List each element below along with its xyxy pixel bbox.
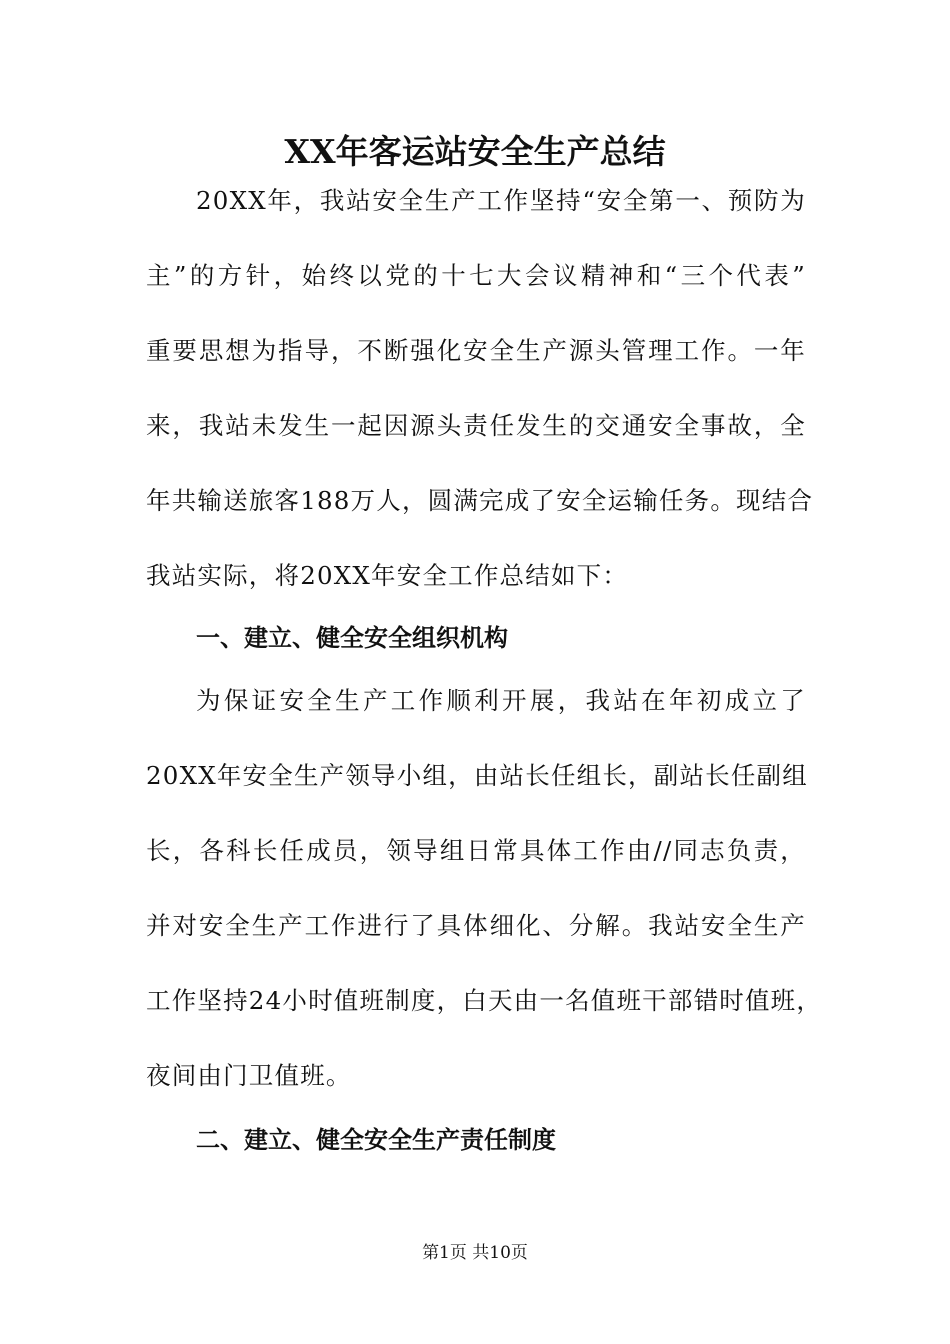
section-heading-1: 一、建立、健全安全组织机构 (196, 624, 508, 652)
paragraph-1-line-2: 主”的方针，始终以党的十七大会议精神和“三个代表” (146, 261, 806, 290)
paragraph-2-line-1: 为保证安全生产工作顺利开展，我站在年初成立了 (196, 686, 806, 715)
paragraph-2-line-5: 工作坚持24小时值班制度，白天由一名值班干部错时值班， (146, 986, 823, 1015)
section-heading-2: 二、建立、健全安全生产责任制度 (196, 1126, 556, 1154)
document-title: XX年客运站安全生产总结 (284, 132, 666, 171)
page-footer: 第1页 共10页 (422, 1243, 528, 1263)
paragraph-1-line-4: 来，我站未发生一起因源头责任发生的交通安全事故，全 (146, 411, 806, 440)
paragraph-1-line-1: 20XX年，我站安全生产工作坚持“安全第一、预防为 (196, 186, 806, 215)
paragraph-1-line-6: 我站实际，将20XX年安全工作总结如下： (146, 561, 629, 590)
paragraph-1-line-5: 年共输送旅客188万人，圆满完成了安全运输任务。现结合 (146, 486, 814, 515)
paragraph-2-line-4: 并对安全生产工作进行了具体细化、分解。我站安全生产 (146, 911, 806, 940)
paragraph-1-line-3: 重要思想为指导，不断强化安全生产源头管理工作。一年 (146, 336, 806, 365)
paragraph-2-line-2: 20XX年安全生产领导小组，由站长任组长，副站长任副组 (146, 761, 808, 790)
paragraph-2-line-3: 长，各科长任成员，领导组日常具体工作由//同志负责， (146, 836, 806, 865)
paragraph-2-line-6: 夜间由门卫值班。 (146, 1061, 352, 1090)
